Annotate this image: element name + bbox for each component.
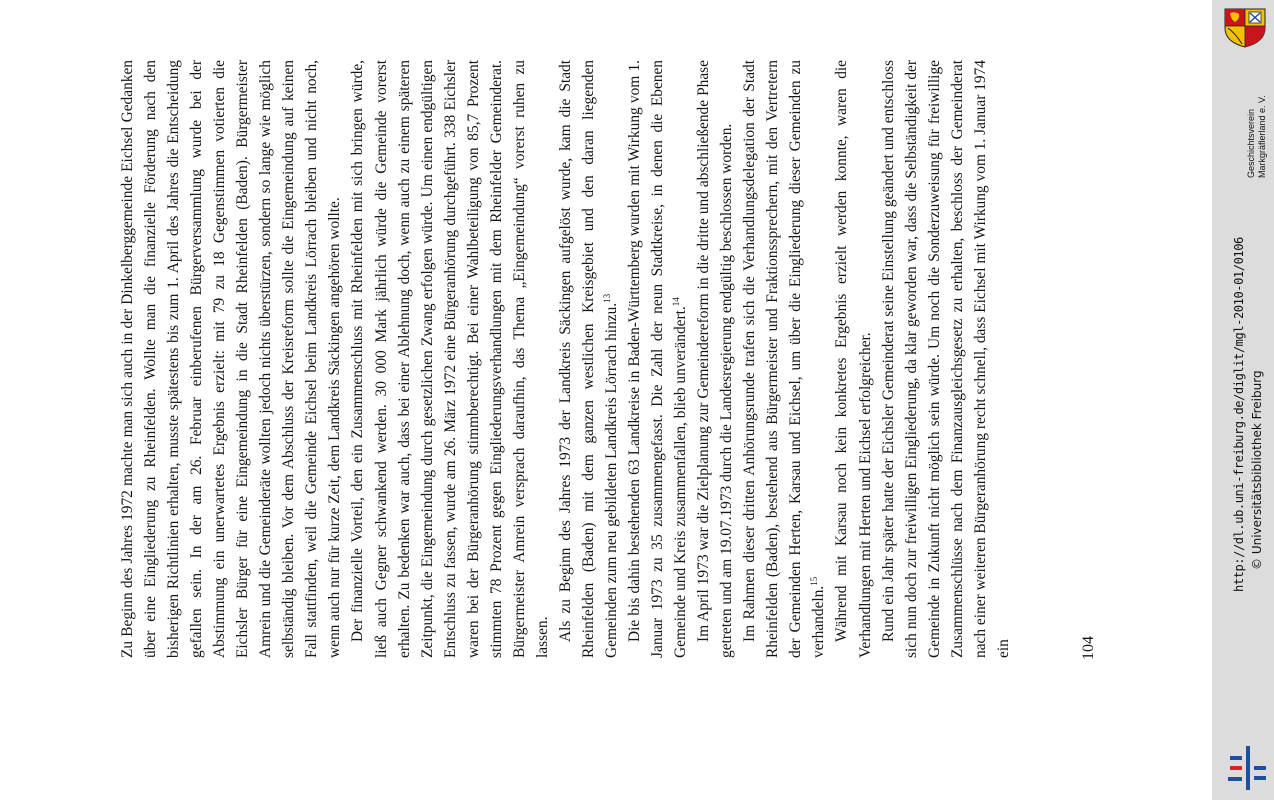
paragraph-1 [116, 60, 346, 658]
footnote-marker: 14 [671, 297, 681, 307]
society-name-line-1: Geschichtsverein [1246, 108, 1256, 178]
footnote-marker: 15 [809, 576, 820, 586]
paragraph-3 [554, 60, 623, 658]
footnote-marker: 13 [601, 293, 612, 303]
paragraph-7 [830, 60, 876, 658]
paragraph-6 [738, 60, 830, 658]
paragraph-text: Der finanzielle Vorteil, den ein Zusammenschluss mit Rheinfelden mit sich bringen würde, ließ auch Gegner schwankend werden. 30 000 Mark jährlich würde die Gemeinde vorerst erhalten. Zu bedenken war auch, dass bei einer Ablehnung doch, wenn auch zu einem späteren Zeitpunkt, die Eingemeindung durch gesetzlichen Zwang erfolgen würde. Um einen endgültigen Entschluss zu fassen, wurde am 26. März 1972 eine Bürgeranhörung durchgeführt. 338 Eichsler waren bei der Bürgeranhörung stimmberechtigt. Bei einer Wahlbeteiligung von 85,7 Prozent stimmten 78 Prozent gegen Eingliederungsverhandlungen mit dem Rheinfelder Gemeinderat. Bürgermeister Amrein versprach daraufhin, das Thema „Eingemeindung“ vorerst ruhen zu lassen. [349, 60, 551, 658]
society-name-line-2: Markgräflerland e. V. [1257, 95, 1267, 178]
paragraph-text: Im Rahmen dieser dritten Anhörungsrunde trafen sich die Verhandlungsdelegation der Stadt Rheinfelden (Baden), bestehend aus Bürgermeister und Fraktionssprechern, mit den Vertretern der Gemeinden Herten, Karsau und Eichsel, um über die Eingliederung dieser Gemeinden zu verhandeln. [741, 60, 828, 658]
paragraph-text: Während mit Karsau noch kein konkretes Ergebnis erzielt werden konnte, waren die Verhandlungen mit Herten und Eichsel erfolgreicher. [833, 60, 874, 658]
source-url-link[interactable]: http://dl.ub.uni-freiburg.de/diglit/mgl-2010-01/0106 [1232, 237, 1246, 592]
paragraph-2 [346, 60, 553, 658]
viewer-sidebar [1212, 0, 1274, 800]
paragraph-5 [692, 60, 738, 658]
page-number: 104 [1080, 636, 1097, 660]
paragraph-text: Rund ein Jahr später hatte der Eichsler Gemeinderat seine Einstellung geändert und entschloss sich nun doch zur freiwilligen Eingliederung, da klar geworden war, dass die Selbständigkeit der Gemeinde in Zukunft nicht möglich sein würde. Um noch die Sonderzuweisung für freiwillige Zusammenschlüsse nach dem Finanzausgleichsgesetz zu erhalten, beschloss der Gemeinderat nach einer weiteren Bürgeranhörung recht schnell, dass Eichsel mit Wirkung vom 1. Januar 1974 ein [879, 60, 1012, 658]
sidebar-rotated-content [1212, 0, 1274, 800]
paragraph-text: Die bis dahin bestehenden 63 Landkreise in Baden-Württemberg wurden mit Wirkung vom 1. Januar 1973 zu 35 zusammengefasst. Die Zahl der neun Stadtkreise, in denen die Ebenen Gemeinde und Kreis zusammenfallen, blieb unverändert. [626, 60, 690, 658]
paragraph-8 [877, 60, 1015, 658]
society-name [1246, 95, 1268, 178]
paragraph-4 [623, 60, 692, 658]
copyright-text: © Universitätsbibliothek Freiburg [1250, 370, 1264, 570]
ub-freiburg-logo-icon [1226, 744, 1268, 792]
paragraph-text: Im April 1973 war die Zielplanung zur Gemeindereform in die dritte und abschließende Phase getreten und am 19.07.1973 durch die Landesregierung endgültig beschlossen worden. [695, 60, 736, 658]
body-text [116, 60, 1015, 658]
paragraph-text: Zu Beginn des Jahres 1972 machte man sich auch in der Dinkelberggemeinde Eichsel Gedanken über eine Eingliederung zu Rheinfelden. Wollte man die finanzielle Förderung nach den bisherigen Richtlinien erhalten, musste spätestens bis zum 1. April des Jahres die Entscheidung gefallen sein. In der am 26. Februar einberufenen Bürgerversammlung wurde bei der Abstimmung ein unerwartetes Ergebnis erzielt: mit 79 zu 18 Gegenstimmen votierten die Eichsler Bürger für eine Eingemeindung in die Stadt Rheinfelden (Baden). Bürgermeister Amrein und die Gemeinderäte wollten jedoch nichts überstürzen, sondern so lange wie möglich selbständig bleiben. Vor dem Abschluss der Kreisreform sollte die Eingemeindung auf keinen Fall stattfinden, weil die Gemeinde Eichsel beim Landkreis Lörrach bleiben und nicht noch, wenn auch nur für kurze Zeit, dem Landkreis Säckingen angehören wollte. [119, 60, 344, 658]
paragraph-text: Als zu Beginn des Jahres 1973 der Landkreis Säckingen aufgelöst wurde, kam die Stadt Rheinfelden (Baden) mit dem ganzen westlichen Kreisgebiet und den daran liegenden Gemeinden zum neu gebildeten Landkreis Lörrach hinzu. [556, 60, 620, 658]
coat-of-arms-icon [1222, 6, 1268, 48]
